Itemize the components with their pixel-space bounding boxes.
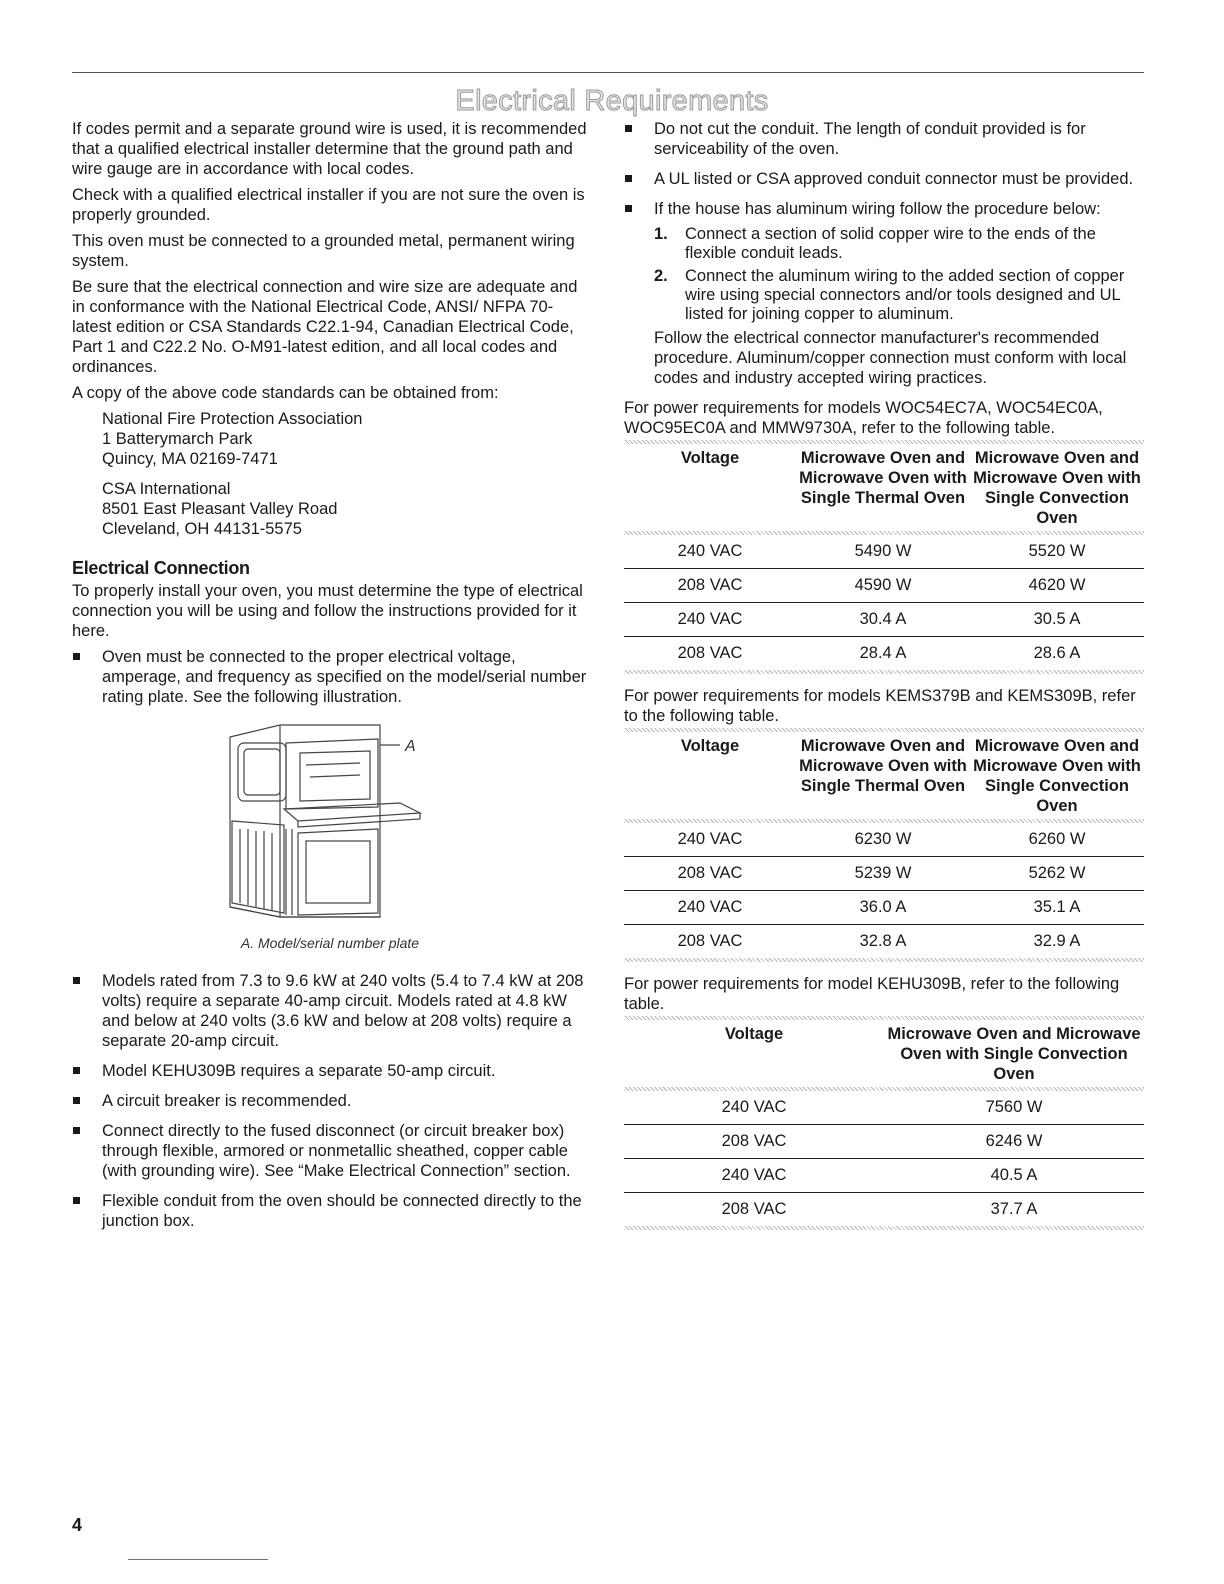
paragraph: Check with a qualified electrical installer if you are not sure the oven is properly grounded. — [72, 186, 585, 224]
oven-drawing — [210, 717, 450, 927]
address-line: Quincy, MA 02169-7471 — [102, 450, 278, 468]
table-row — [624, 1091, 1144, 1124]
table-row — [624, 602, 1144, 636]
header-cell: Microwave Oven and Microwave Oven with Single Thermal Oven — [799, 737, 967, 795]
bullet-list — [72, 971, 588, 1231]
table-cell: 6260 W — [1028, 830, 1086, 848]
table-cell: 30.5 A — [1033, 610, 1081, 628]
table-cell: 35.1 A — [1033, 898, 1081, 916]
table-row — [624, 636, 1144, 670]
list-item: Oven must be connected to the proper electrical voltage, amperage, and frequency as specified on the model/serial number rating plate. See the following illustration. — [72, 647, 588, 707]
table-bottom-border — [624, 670, 1144, 674]
table-cell: 208 VAC — [721, 1200, 787, 1218]
table-cell: 6230 W — [854, 830, 912, 848]
table-cell: 5239 W — [854, 864, 912, 882]
table-header — [624, 444, 1144, 531]
table-cell: 30.4 A — [859, 610, 907, 628]
step-item — [654, 267, 1144, 324]
list-item: Model KEHU309B requires a separate 50-amp circuit. — [72, 1061, 588, 1081]
header-cell: Voltage — [724, 1025, 784, 1043]
table-cell: 32.9 A — [1033, 932, 1081, 950]
table-row — [624, 890, 1144, 924]
table-cell: 208 VAC — [677, 932, 743, 950]
table-bottom-border — [624, 958, 1144, 962]
table-intro: For power requirements for models KEMS379B and KEMS309B, refer to the following table. — [624, 687, 1136, 725]
table-header — [624, 1020, 1144, 1087]
table-cell: 240 VAC — [677, 610, 743, 628]
table-cell: 40.5 A — [990, 1166, 1038, 1184]
list-item: Do not cut the conduit. The length of conduit provided is for serviceability of the oven. — [624, 119, 1144, 159]
table-cell: 240 VAC — [677, 898, 743, 916]
figure-label: A — [405, 738, 416, 755]
table-cell: 5262 W — [1028, 864, 1086, 882]
table-cell: 6246 W — [985, 1132, 1043, 1150]
power-table-3 — [624, 1016, 1144, 1230]
table-cell: 240 VAC — [677, 830, 743, 848]
bullet-list — [624, 119, 1144, 219]
list-item: Connect directly to the fused disconnect (or circuit breaker box) through flexible, armored or nonmetallic sheathed, copper cable (with grounding wire). See “Make Electrical Connection” section. — [72, 1121, 588, 1181]
header-cell: Microwave Oven and Microwave Oven with Single Convection Oven — [973, 449, 1141, 527]
table-row — [624, 535, 1144, 568]
list-item: A UL listed or CSA approved conduit connector must be provided. — [624, 169, 1144, 189]
step-text: Connect the aluminum wiring to the added section of copper wire using special connectors and/or tools designed and UL listed for joining copper to aluminum. — [685, 267, 1125, 323]
address-line: CSA International — [102, 480, 231, 498]
table-row — [624, 568, 1144, 602]
table-cell: 4620 W — [1028, 576, 1086, 594]
table-cell: 208 VAC — [677, 864, 743, 882]
table-cell: 240 VAC — [721, 1166, 787, 1184]
table-row — [624, 1192, 1144, 1226]
figure-caption: A. Model/serial number plate — [240, 935, 420, 951]
table-cell: 5520 W — [1028, 542, 1086, 560]
step-number: 2. — [654, 267, 668, 285]
paragraph: If codes permit and a separate ground wire is used, it is recommended that a qualified electrical installer determine that the ground path and wire gauge are in accordance with local codes. — [72, 120, 587, 178]
header-cell: Microwave Oven and Microwave Oven with Single Convection Oven — [973, 737, 1141, 815]
step-number: 1. — [654, 225, 668, 243]
table-intro: For power requirements for model KEHU309B, refer to the following table. — [624, 975, 1120, 1013]
table-cell: 7560 W — [985, 1098, 1043, 1116]
table-cell: 32.8 A — [859, 932, 907, 950]
top-rule — [72, 72, 1144, 73]
bullet-list — [72, 647, 588, 707]
table-cell: 208 VAC — [677, 644, 743, 662]
address-line: National Fire Protection Association — [102, 410, 363, 428]
table-row — [624, 924, 1144, 958]
list-item: A circuit breaker is recommended. — [72, 1091, 588, 1111]
header-cell: Voltage — [680, 449, 740, 467]
table-header — [624, 732, 1144, 819]
list-item: If the house has aluminum wiring follow the procedure below: — [624, 199, 1144, 219]
power-table-1 — [624, 440, 1144, 674]
footer-rule — [128, 1559, 268, 1560]
paragraph: Be sure that the electrical connection and wire size are adequate and in conformance with the National Electrical Code, ANSI/ NFPA 70-latest edition or CSA Standards C22.1-94, Canadian Electrical Code, Part 1 and C22.2 No. O-M91-latest edition, and all local codes and ordinances. — [72, 278, 578, 376]
table-cell: 36.0 A — [859, 898, 907, 916]
address-line: Cleveland, OH 44131-5575 — [102, 520, 302, 538]
right-column — [624, 119, 1144, 1242]
address-nfpa — [72, 409, 588, 469]
section-heading: Electrical Connection — [72, 558, 250, 578]
table-intro: For power requirements for models WOC54EC7A, WOC54EC0A, WOC95EC0A and MMW9730A, refer to the following table. — [624, 399, 1103, 437]
table-cell: 208 VAC — [677, 576, 743, 594]
table-row — [624, 856, 1144, 890]
numbered-steps — [654, 225, 1144, 324]
steps-note: Follow the electrical connector manufacturer's recommended procedure. Aluminum/copper connection must conform with local codes and industry accepted wiring practices. — [654, 329, 1127, 387]
list-item: Flexible conduit from the oven should be connected directly to the junction box. — [72, 1191, 588, 1231]
table-row — [624, 1158, 1144, 1192]
address-line: 8501 East Pleasant Valley Road — [102, 500, 338, 518]
paragraph: A copy of the above code standards can be obtained from: — [72, 384, 499, 402]
table-cell: 37.7 A — [990, 1200, 1038, 1218]
list-item: Models rated from 7.3 to 9.6 kW at 240 volts (5.4 to 7.4 kW at 208 volts) require a separate 40-amp circuit. Models rated at 4.8 kW and below at 240 volts (3.6 kW and below at 208 volts) require a separate 20-amp circuit. — [72, 971, 588, 1051]
paragraph: This oven must be connected to a grounded metal, permanent wiring system. — [72, 232, 575, 270]
power-table-2 — [624, 728, 1144, 962]
section-intro: To properly install your oven, you must determine the type of electrical connection you will be using and follow the instructions provided for it here. — [72, 582, 583, 640]
table-cell: 5490 W — [854, 542, 912, 560]
table-cell: 208 VAC — [721, 1132, 787, 1150]
table-cell: 28.4 A — [859, 644, 907, 662]
header-cell: Microwave Oven and Microwave Oven with Single Thermal Oven — [799, 449, 967, 507]
address-line: 1 Batterymarch Park — [102, 430, 253, 448]
oven-illustration — [72, 717, 588, 927]
page-title: Electrical Requirements — [455, 85, 769, 117]
table-bottom-border — [624, 1226, 1144, 1230]
header-cell: Microwave Oven and Microwave Oven with Single Convection Oven — [887, 1025, 1141, 1083]
step-item — [654, 225, 1144, 263]
address-csa — [72, 479, 588, 539]
header-cell: Voltage — [680, 737, 740, 755]
page-number: 4 — [72, 1515, 83, 1535]
table-cell: 4590 W — [854, 576, 912, 594]
step-text: Connect a section of solid copper wire to the ends of the flexible conduit leads. — [685, 225, 1096, 262]
table-cell: 240 VAC — [721, 1098, 787, 1116]
table-cell: 28.6 A — [1033, 644, 1081, 662]
table-row — [624, 1124, 1144, 1158]
table-cell: 240 VAC — [677, 542, 743, 560]
table-row — [624, 823, 1144, 856]
left-column — [72, 119, 588, 1241]
